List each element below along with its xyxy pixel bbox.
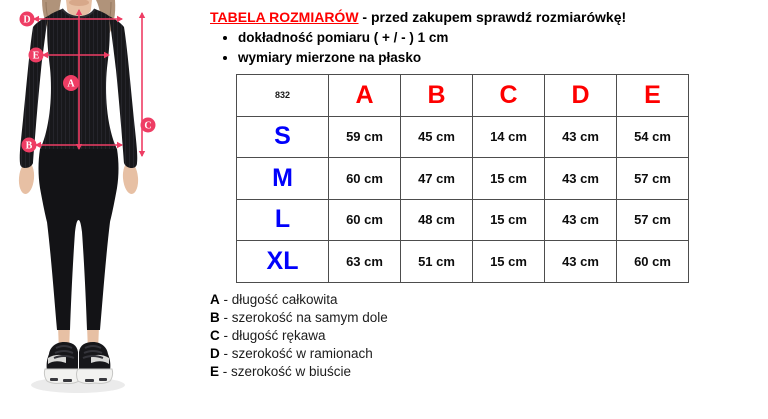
size-label-xl: XL xyxy=(237,241,329,283)
table-cell: 60 cm xyxy=(617,241,689,283)
notes-list xyxy=(212,28,448,68)
legend-text: szerokość w biuście xyxy=(231,364,352,379)
marker-letter-a: A xyxy=(67,78,75,90)
legend-letter: B xyxy=(210,310,220,325)
table-cell: 15 cm xyxy=(473,199,545,241)
legend-letter: E xyxy=(210,364,220,379)
sneakers xyxy=(44,342,112,384)
column-header-b: B xyxy=(401,75,473,117)
legend-separator: - xyxy=(219,364,232,379)
leggings xyxy=(39,149,119,330)
table-row xyxy=(237,116,689,158)
note-item: • dokładność pomiaru ( + / - ) 1 cm xyxy=(238,28,448,47)
legend-item xyxy=(210,327,388,345)
page-title-main: TABELA ROZMIARÓW xyxy=(210,9,359,25)
table-row xyxy=(237,241,689,283)
model-illustration xyxy=(0,0,200,414)
column-header-e: E xyxy=(617,75,689,117)
table-cell: 14 cm xyxy=(473,116,545,158)
legend-separator: - xyxy=(219,346,232,361)
table-cell: 15 cm xyxy=(473,241,545,283)
table-cell: 43 cm xyxy=(545,241,617,283)
column-header-d: D xyxy=(545,75,617,117)
legend-letter: C xyxy=(210,328,220,343)
size-label-m: M xyxy=(237,158,329,200)
table-cell: 60 cm xyxy=(329,199,401,241)
legend-separator: - xyxy=(219,328,232,343)
table-cell: 57 cm xyxy=(617,199,689,241)
column-header-c: C xyxy=(473,75,545,117)
legend-separator: - xyxy=(219,310,232,325)
marker-letter-d: D xyxy=(23,14,31,26)
table-cell: 51 cm xyxy=(401,241,473,283)
page-title xyxy=(210,9,626,25)
marker-letter-e: E xyxy=(32,50,40,62)
marker-letter-b: B xyxy=(25,140,33,152)
legend-separator: - xyxy=(219,292,232,307)
legend-item xyxy=(210,363,388,381)
measurement-legend xyxy=(210,291,388,381)
table-cell: 60 cm xyxy=(329,158,401,200)
size-label-s: S xyxy=(237,116,329,158)
page-title-suffix: - przed zakupem sprawdź rozmiarówkę! xyxy=(358,9,627,25)
table-cell: 43 cm xyxy=(545,116,617,158)
table-cell: 48 cm xyxy=(401,199,473,241)
size-label-l: L xyxy=(237,199,329,241)
measure-marker-b xyxy=(22,138,37,153)
model-photo xyxy=(0,0,200,414)
legend-text: szerokość na samym dole xyxy=(231,310,388,325)
legend-item xyxy=(210,291,388,309)
column-header-a: A xyxy=(329,75,401,117)
measure-marker-d xyxy=(20,12,35,27)
marker-letter-c: C xyxy=(144,120,152,132)
table-cell: 54 cm xyxy=(617,116,689,158)
measure-marker-c xyxy=(141,118,156,133)
legend-text: szerokość w ramionach xyxy=(231,346,373,361)
table-row xyxy=(237,158,689,200)
legend-item xyxy=(210,345,388,363)
table-cell: 45 cm xyxy=(401,116,473,158)
legend-item xyxy=(210,309,388,327)
measure-marker-a xyxy=(63,75,79,91)
table-cell: 47 cm xyxy=(401,158,473,200)
legend-text: długość rękawa xyxy=(231,328,326,343)
table-cell: 63 cm xyxy=(329,241,401,283)
table-cell: 59 cm xyxy=(329,116,401,158)
legend-letter: D xyxy=(210,346,220,361)
measure-marker-e xyxy=(29,48,44,63)
size-table xyxy=(236,74,689,283)
product-code-cell: 832 xyxy=(237,75,329,117)
table-row xyxy=(237,199,689,241)
table-cell: 43 cm xyxy=(545,199,617,241)
table-header-row xyxy=(237,75,689,117)
legend-text: długość całkowita xyxy=(231,292,338,307)
note-item: • wymiary mierzone na płasko xyxy=(238,48,448,67)
table-cell: 57 cm xyxy=(617,158,689,200)
legend-letter: A xyxy=(210,292,220,307)
table-cell: 15 cm xyxy=(473,158,545,200)
table-cell: 43 cm xyxy=(545,158,617,200)
